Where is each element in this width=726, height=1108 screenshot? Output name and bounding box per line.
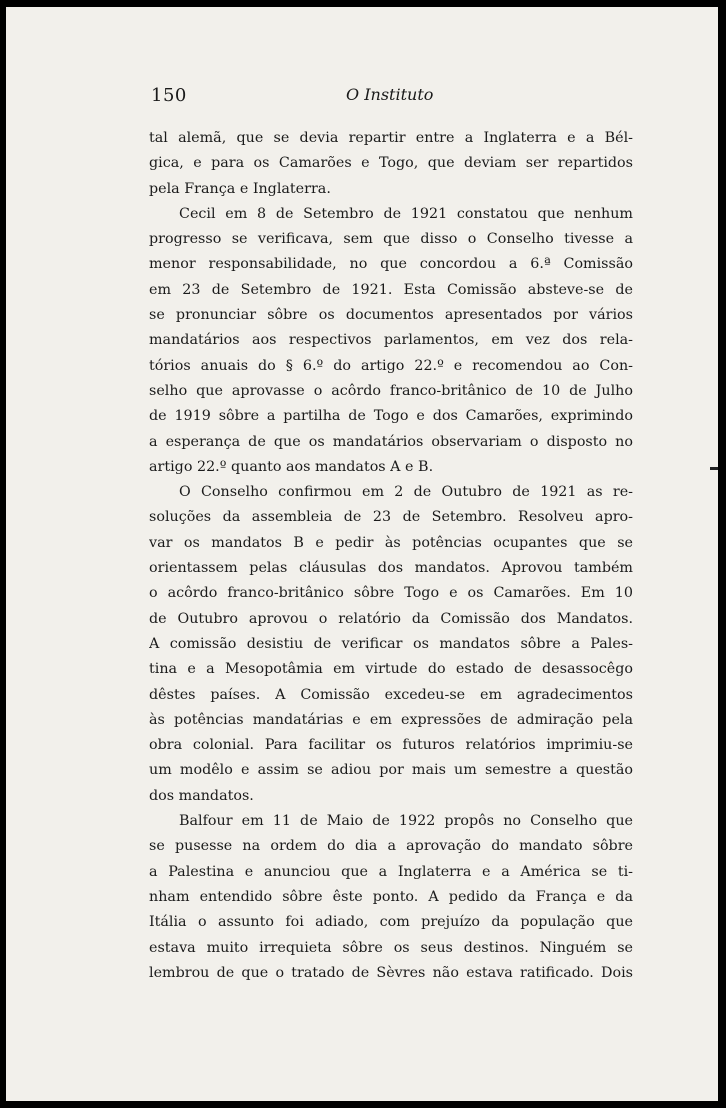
text-line: dêstes países. A Comissão excedeu-se em agradecimentos (149, 686, 633, 703)
book-page (6, 7, 718, 1101)
text-line: Cecil em 8 de Setembro de 1921 constatou que nenhum (179, 205, 633, 222)
text-line: se pusesse na ordem do dia a aprovação do mandato sôbre (149, 838, 633, 855)
paragraph (149, 809, 633, 986)
text-line: O Conselho confirmou em 2 de Outubro de 1921 as re- (179, 484, 633, 501)
text-line: o acôrdo franco-britânico sôbre Togo e os Camarões. Em 10 (149, 585, 633, 602)
text-line: às potências mandatárias e em expressões de admiração pela (149, 711, 633, 728)
text-line: nham entendido sôbre êste ponto. A pedido da França e da (149, 888, 633, 905)
text-line: de Outubro aprovou o relatório da Comissão dos Mandatos. (149, 610, 633, 627)
page-number: 150 (151, 85, 187, 106)
text-line: soluções da assembleia de 23 de Setembro. Resolveu apro- (149, 509, 633, 526)
text-line: gica, e para os Camarões e Togo, que deviam ser repartidos (149, 155, 633, 172)
text-line: menor responsabilidade, no que concordou a 6.ª Comissão (149, 256, 633, 273)
text-line: a Palestina e anunciou que a Inglaterra e a América se ti- (149, 863, 633, 880)
text-line: Itália o assunto foi adiado, com prejuízo da população que (149, 914, 633, 931)
text-line: Balfour em 11 de Maio de 1922 propôs no Conselho que (179, 813, 633, 830)
text-line: mandatários aos respectivos parlamentos, em vez dos rela- (149, 332, 633, 349)
text-line: A comissão desistiu de verificar os mandatos sôbre a Pales- (149, 635, 633, 652)
text-line: tal alemã, que se devia repartir entre a Inglaterra e a Bél- (149, 130, 633, 146)
text-line: estava muito irrequieta sôbre os seus destinos. Ninguém se (149, 939, 633, 956)
text-line: se pronunciar sôbre os documentos apresentados por vários (149, 307, 633, 324)
text-line: a esperança de que os mandatários observariam o disposto no (149, 433, 633, 450)
text-line: orientassem pelas cláusulas dos mandatos. Aprovou também (149, 560, 633, 577)
text-line: tina e a Mesopotâmia em virtude do estado de desassocêgo (149, 661, 633, 678)
scan-edge-mark (710, 467, 718, 470)
text-line: pela França e Inglaterra. (149, 180, 331, 197)
text-line: tórios anuais do § 6.º do artigo 22.º e recomendou ao Con- (149, 357, 633, 374)
text-line: progresso se verificava, sem que disso o Conselho tivesse a (149, 231, 633, 248)
text-line: dos mandatos. (149, 787, 254, 804)
text-line: selho que aprovasse o acôrdo franco-britânico de 10 de Julho (149, 382, 633, 399)
text-line: var os mandatos B e pedir às potências ocupantes que se (149, 534, 633, 551)
text-line: artigo 22.º quanto aos mandatos A e B. (149, 458, 434, 475)
text-line: de 1919 sôbre a partilha de Togo e dos Camarões, exprimindo (149, 408, 633, 425)
text-line: em 23 de Setembro de 1921. Esta Comissão absteve-se de (149, 281, 633, 298)
running-title: O Instituto (346, 85, 434, 104)
paragraph (149, 480, 633, 809)
paragraph (149, 202, 633, 480)
text-line: um modêlo e assim se adiou por mais um semestre a questão (149, 762, 633, 779)
text-line: obra colonial. Para facilitar os futuros relatórios imprimiu-se (149, 737, 633, 754)
paragraph (149, 126, 633, 202)
text-line: lembrou de que o tratado de Sèvres não estava ratificado. Dois (149, 964, 633, 981)
body-text (149, 126, 633, 986)
page-header (6, 85, 718, 109)
